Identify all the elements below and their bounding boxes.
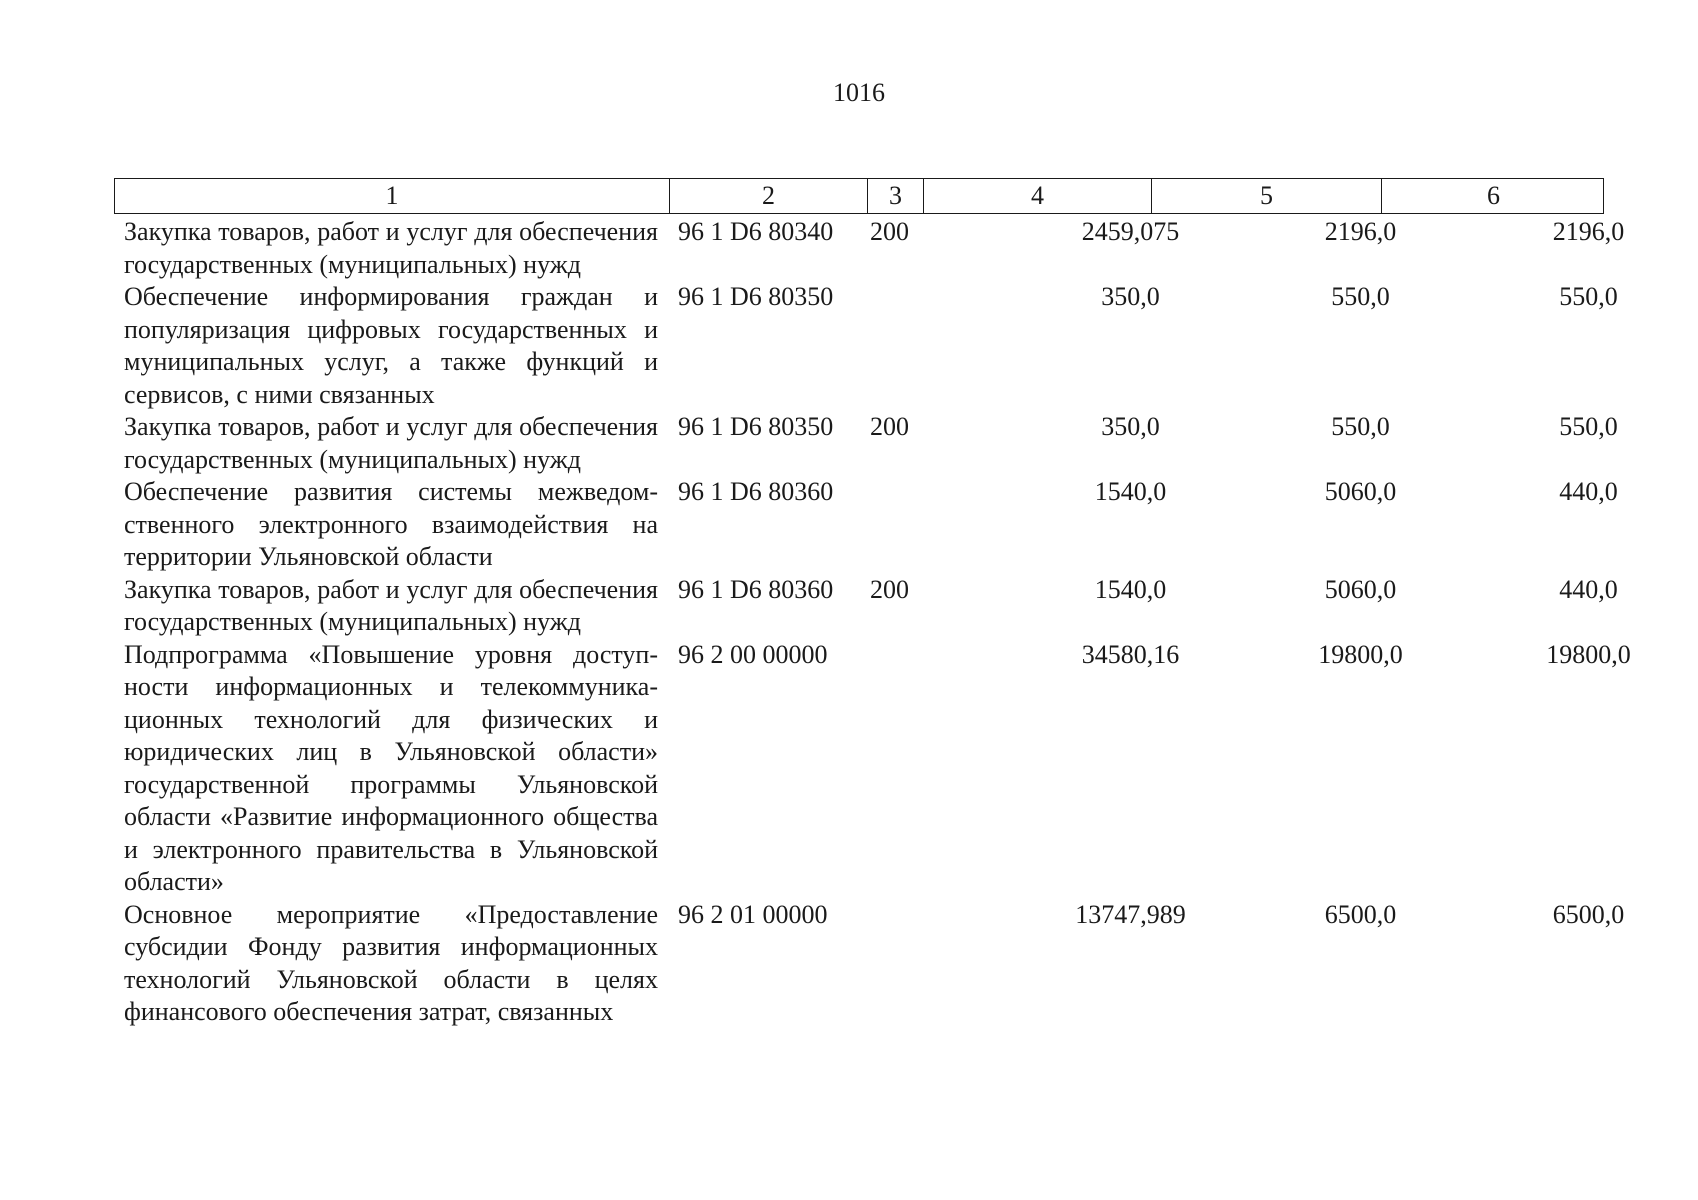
row-type: 200 xyxy=(870,217,909,246)
row-value-col-4: 1540,0 xyxy=(1094,477,1167,506)
row-value-col-6: 550,0 xyxy=(1559,282,1618,311)
row-value-col-5: 2196,0 xyxy=(1324,217,1397,246)
row-value-col-4: 350,0 xyxy=(1101,412,1160,441)
header-col-5: 5 xyxy=(1152,179,1382,213)
row-value-col-5: 550,0 xyxy=(1331,412,1390,441)
row-value-col-6: 550,0 xyxy=(1559,412,1618,441)
row-value-col-6: 440,0 xyxy=(1559,574,1618,604)
row-value-col-6: 2196,0 xyxy=(1552,217,1625,246)
row-name: Закупка товаров, работ и услуг для обеспечения государственных (муниципальных) нужд xyxy=(124,412,658,474)
row-name: Закупка товаров, работ и услуг для обеспечения государственных (муниципальных) нужд xyxy=(124,217,658,279)
row-code: 96 1 D6 80340 xyxy=(678,217,834,246)
row-value-col-4: 1540,0 xyxy=(1094,574,1167,604)
row-value-col-4: 34580,16 xyxy=(1081,639,1180,669)
row-name: Обеспечение развития системы межведомственного электронного взаимодействия на территории Ульяновской области xyxy=(124,477,658,571)
row-name: Закупка товаров, работ и услуг для обеспечения государственных (муниципальных) нужд xyxy=(124,574,658,636)
row-name: Обеспечение информирования граждан и популяризация цифровых государственных и муниципальных услуг, а также функций и сервисов, с ними связанных xyxy=(124,282,658,409)
row-name: Подпрограмма «Повышение уровня доступности информационных и телекоммуникационных технологий для физических и юридических лиц в Ульяновской области» государственной программы Ульяновской области «Развитие информационного общества и электронного правительства в Ульяновской области» xyxy=(124,639,658,896)
row-code: 96 1 D6 80350 xyxy=(678,412,834,441)
row-value-col-4: 2459,075 xyxy=(1081,217,1180,246)
header-col-3: 3 xyxy=(868,179,924,213)
table-header xyxy=(114,178,1604,214)
header-col-2: 2 xyxy=(670,179,868,213)
table-row xyxy=(114,281,1618,411)
row-value-col-4: 350,0 xyxy=(1101,282,1160,311)
row-type: 200 xyxy=(870,574,909,604)
row-value-col-6: 19800,0 xyxy=(1546,639,1631,669)
table-row xyxy=(114,899,1625,1029)
row-value-col-5: 5060,0 xyxy=(1324,477,1397,506)
table-body xyxy=(114,216,1631,1029)
table-row xyxy=(114,411,1618,476)
row-code: 96 1 D6 80350 xyxy=(678,282,834,311)
row-code: 96 2 00 00000 xyxy=(678,639,828,669)
row-name: Основное мероприятие «Предоставление субсидии Фонду развития информационных технологий Ульяновской области в целях финансового обеспечения затрат, связанных xyxy=(124,899,658,1026)
row-value-col-5: 6500,0 xyxy=(1324,899,1397,929)
header-col-6: 6 xyxy=(1487,181,1500,210)
page-number: 1016 xyxy=(833,78,885,107)
row-value-col-6: 6500,0 xyxy=(1552,899,1625,929)
row-code: 96 1 D6 80360 xyxy=(678,574,834,604)
row-value-col-6: 440,0 xyxy=(1559,477,1618,506)
row-value-col-5: 550,0 xyxy=(1331,282,1390,311)
header-col-4: 4 xyxy=(924,179,1152,213)
table-row xyxy=(114,574,1618,639)
table-row xyxy=(114,216,1625,281)
table-row xyxy=(114,639,1631,899)
row-type: 200 xyxy=(870,412,909,441)
row-value-col-4: 13747,989 xyxy=(1075,899,1186,929)
header-col-1: 1 xyxy=(115,179,670,213)
row-code: 96 1 D6 80360 xyxy=(678,477,834,506)
row-value-col-5: 5060,0 xyxy=(1324,574,1397,604)
table-row xyxy=(114,476,1618,574)
row-code: 96 2 01 00000 xyxy=(678,899,828,929)
row-value-col-5: 19800,0 xyxy=(1318,639,1403,669)
